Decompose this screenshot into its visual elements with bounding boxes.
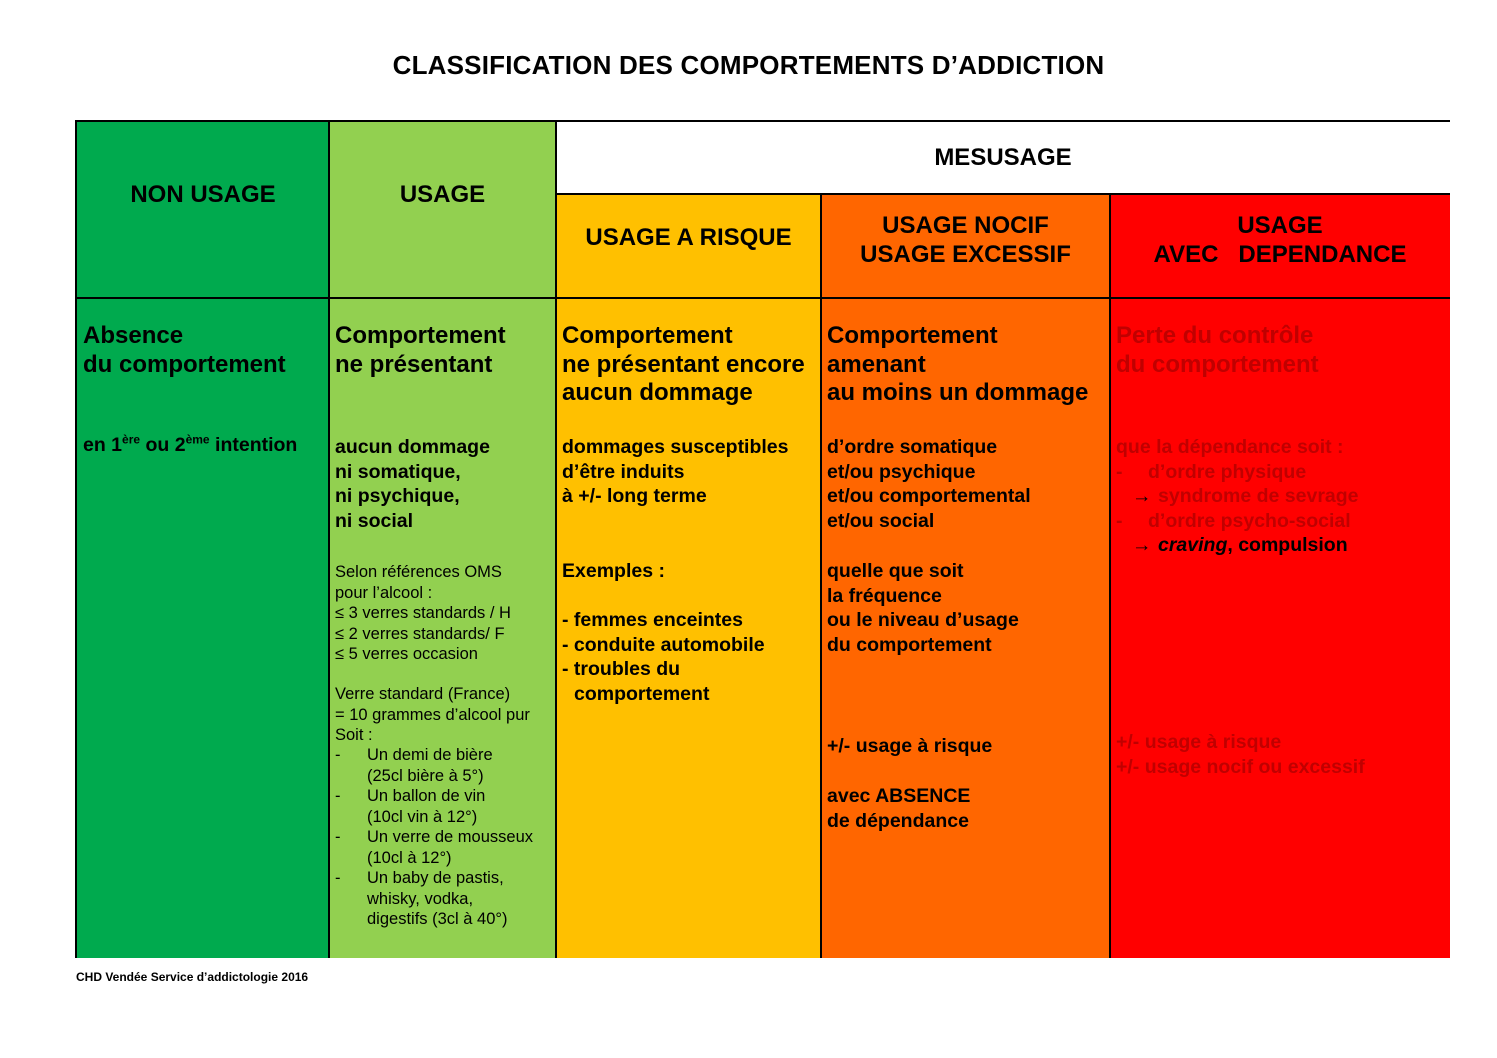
col4-lead-line2: amenant bbox=[827, 350, 926, 378]
col1-intention bbox=[83, 433, 297, 458]
arrow-icon: → bbox=[1132, 485, 1152, 507]
grid-line bbox=[820, 193, 822, 958]
col2-lead-line1: Comportement bbox=[335, 322, 506, 349]
grid-line bbox=[77, 297, 1450, 299]
list-item-line: Un baby de pastis, bbox=[367, 869, 504, 887]
arrow-icon: → bbox=[1132, 534, 1152, 556]
col5-lead bbox=[1116, 322, 1319, 379]
list-subitem bbox=[1116, 533, 1359, 558]
list-item-line: Un demi de bière bbox=[367, 746, 493, 764]
col2-bold-line: ni social bbox=[335, 509, 414, 532]
list-item bbox=[1116, 509, 1359, 534]
col3-lead bbox=[562, 322, 805, 408]
page-title: CLASSIFICATION DES COMPORTEMENTS D’ADDICTION bbox=[392, 50, 1105, 80]
col1-intent-sup1: ère bbox=[122, 432, 141, 447]
col2-oms-line: ≤ 2 verres standards/ F bbox=[335, 624, 505, 643]
col5-lead-line2: du comportement bbox=[1116, 350, 1319, 378]
col2-oms-line: ≤ 3 verres standards / H bbox=[335, 604, 511, 622]
list-item-continuation: comportement bbox=[574, 682, 710, 705]
col4-lead-line3: au moins un dommage bbox=[827, 379, 1089, 406]
list-dash: - bbox=[335, 787, 341, 805]
list-item: - troubles du bbox=[562, 658, 681, 680]
col5-bottom bbox=[1116, 730, 1365, 779]
col1-lead bbox=[83, 322, 286, 379]
col3-lead-line2: ne présentant encore bbox=[562, 350, 805, 378]
col3-examples-list bbox=[562, 608, 765, 706]
col2-oms bbox=[335, 562, 511, 665]
col2-verre-line: = 10 grammes d’alcool pur bbox=[335, 705, 530, 724]
col2-verre-line: Soit : bbox=[335, 726, 373, 744]
col2-oms-line: pour l’alcool : bbox=[335, 583, 433, 602]
col5-intro: que la dépendance soit : bbox=[1116, 436, 1344, 458]
classification-table bbox=[75, 120, 1450, 958]
list-dash: - bbox=[1116, 509, 1123, 532]
col-non-usage bbox=[77, 298, 329, 958]
header-usage-a-risque-cell bbox=[556, 194, 821, 298]
col5-risque: +/- usage à risque bbox=[1116, 731, 1282, 753]
grid-line bbox=[1109, 193, 1111, 958]
col5-nocif: +/- usage nocif ou excessif bbox=[1116, 755, 1365, 778]
header-usage-a-risque: USAGE A RISQUE bbox=[585, 224, 792, 251]
header-usage-cell bbox=[329, 122, 556, 298]
col3-lead-line3: aucun dommage bbox=[562, 379, 753, 406]
col4-absence bbox=[827, 784, 970, 833]
col3-lines bbox=[562, 435, 789, 509]
col4-line: et/ou psychique bbox=[827, 460, 976, 483]
list-item bbox=[335, 786, 533, 827]
col4-lines bbox=[827, 435, 1031, 533]
col3-lead-line1: Comportement bbox=[562, 322, 733, 349]
col2-bold-line: ni somatique, bbox=[335, 460, 461, 483]
col3-exemples: Exemples : bbox=[562, 560, 665, 582]
col2-verre-line: Verre standard (France) bbox=[335, 685, 511, 703]
list-item bbox=[335, 745, 533, 786]
list-item bbox=[1116, 460, 1359, 485]
col4-line: d’ordre somatique bbox=[827, 436, 998, 458]
header-usage-nocif-cell bbox=[821, 194, 1110, 298]
grid-line bbox=[328, 122, 330, 958]
col4-line: et/ou comportemental bbox=[827, 485, 1031, 507]
list-item-line: digestifs (3cl à 40°) bbox=[367, 910, 508, 928]
header-dependance-line2: AVEC DEPENDANCE bbox=[1153, 241, 1407, 268]
col1-intent-b: ou 2 bbox=[140, 434, 186, 456]
col2-oms-line: ≤ 5 verres occasion bbox=[335, 645, 478, 663]
col4-lines2 bbox=[827, 559, 1019, 657]
col4-line: ou le niveau d’usage bbox=[827, 609, 1019, 631]
col4-lead bbox=[827, 322, 1088, 408]
col1-lead-line1: Absence bbox=[83, 322, 184, 349]
list-item-line: Un verre de mousseux bbox=[367, 828, 533, 846]
header-mesusage-cell bbox=[556, 122, 1450, 194]
header-usage: USAGE bbox=[399, 181, 486, 208]
list-dash: - bbox=[335, 828, 341, 846]
list-item: - femmes enceintes bbox=[562, 609, 743, 631]
col1-intent-sup2: ème bbox=[185, 432, 210, 447]
list-item: - conduite automobile bbox=[562, 633, 765, 656]
list-item bbox=[335, 827, 533, 868]
col-dependance bbox=[1110, 298, 1450, 958]
col2-lead bbox=[335, 322, 506, 379]
col2-lead-line2: ne présentant bbox=[335, 350, 493, 378]
col2-oms-line: Selon références OMS bbox=[335, 563, 502, 581]
header-usage-nocif: USAGE NOCIF bbox=[882, 212, 1049, 239]
header-dependance-cell bbox=[1110, 194, 1450, 298]
list-dash: - bbox=[335, 869, 341, 887]
col-usage-nocif bbox=[821, 298, 1110, 958]
header-non-usage-cell bbox=[77, 122, 329, 298]
header-dependance-line1: USAGE bbox=[1237, 212, 1323, 239]
list-item-line: Un ballon de vin bbox=[367, 787, 486, 805]
grid-line bbox=[555, 193, 1450, 195]
col3-line: dommages susceptibles bbox=[562, 436, 789, 458]
list-item-label: d’ordre psycho-social bbox=[1148, 509, 1351, 532]
col4-risque: +/- usage à risque bbox=[827, 735, 993, 757]
col3-line: d’être induits bbox=[562, 460, 685, 483]
col1-intent-a: en 1 bbox=[83, 434, 123, 456]
list-subitem-italic: craving bbox=[1158, 534, 1228, 556]
col4-line: du comportement bbox=[827, 633, 992, 656]
col2-bold-line: aucun dommage bbox=[335, 436, 490, 458]
list-item-line: (25cl bière à 5°) bbox=[367, 766, 484, 785]
list-subitem-label: syndrome de sevrage bbox=[1158, 485, 1359, 507]
list-item-label: d’ordre physique bbox=[1148, 460, 1307, 483]
list-item bbox=[335, 868, 533, 930]
header-non-usage: NON USAGE bbox=[130, 181, 276, 208]
col-usage-a-risque bbox=[556, 298, 821, 958]
col2-bold-line: ni psychique, bbox=[335, 485, 460, 507]
list-item-line: whisky, vodka, bbox=[367, 889, 474, 908]
col2-verre bbox=[335, 684, 530, 746]
col1-lead-line2: du comportement bbox=[83, 350, 286, 378]
col5-lead-line1: Perte du contrôle bbox=[1116, 322, 1314, 349]
list-dash: - bbox=[335, 746, 341, 764]
col2-items bbox=[335, 745, 533, 930]
col4-lead-line1: Comportement bbox=[827, 322, 998, 349]
list-item-line: (10cl vin à 12°) bbox=[367, 807, 478, 826]
col4-line: et/ou social bbox=[827, 509, 935, 532]
list-item-line: (10cl à 12°) bbox=[367, 848, 452, 867]
col4-absence-line2: de dépendance bbox=[827, 809, 969, 832]
col-usage bbox=[329, 298, 556, 958]
col5-list bbox=[1116, 435, 1359, 558]
header-mesusage: MESUSAGE bbox=[934, 144, 1072, 171]
col1-intent-c: intention bbox=[209, 434, 298, 456]
header-usage-excessif: USAGE EXCESSIF bbox=[860, 241, 1071, 268]
footer-credit: CHD Vendée Service d’addictologie 2016 bbox=[76, 970, 309, 984]
col4-line: quelle que soit bbox=[827, 560, 964, 582]
col4-absence-line1: avec ABSENCE bbox=[827, 785, 971, 807]
list-subitem-label: , compulsion bbox=[1227, 534, 1348, 556]
grid-line bbox=[555, 122, 557, 958]
list-subitem bbox=[1116, 484, 1359, 509]
col4-line: la fréquence bbox=[827, 584, 942, 607]
list-dash: - bbox=[1116, 460, 1123, 483]
col2-bold-list bbox=[335, 435, 490, 533]
col3-line: à +/- long terme bbox=[562, 485, 707, 507]
